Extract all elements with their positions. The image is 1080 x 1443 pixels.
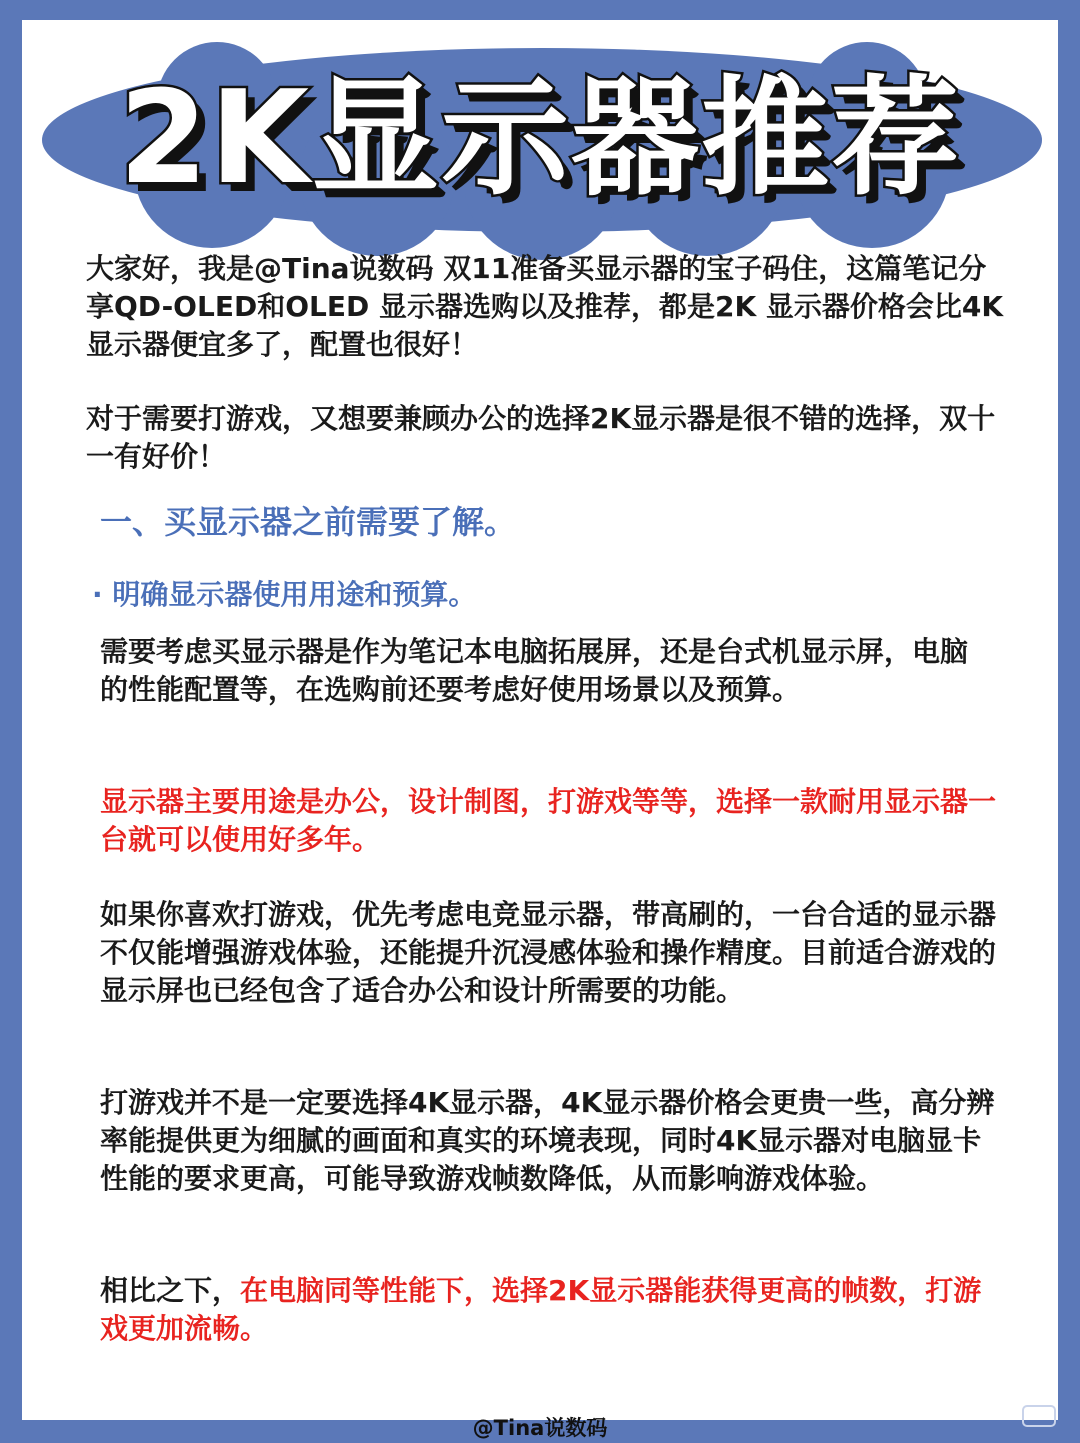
page-title: 2K显示器推荐 bbox=[118, 64, 962, 213]
paragraph-usage-highlight: 显示器主要用途是办公，设计制图，打游戏等等，选择一款耐用显示器一台就可以使用好多年。 bbox=[100, 785, 997, 856]
section-heading: 一、买显示器之前需要了解。 bbox=[100, 503, 517, 541]
paragraph-4k: 打游戏并不是一定要选择4K显示器，4K显示器价格会更贵一些，高分辨率能提供更为细腻的画面和真实的环境表现，同时4K显示器对电脑显卡性能的要求更高，可能导致游戏帧数降低，从而影响游戏体验。 bbox=[100, 1086, 995, 1195]
paragraph-conclusion bbox=[100, 1272, 1000, 1348]
watermark-badge bbox=[1022, 1405, 1056, 1427]
sub-heading: · 明确显示器使用用途和预算。 bbox=[92, 578, 477, 611]
paragraph-gaming: 如果你喜欢打游戏，优先考虑电竞显示器，带高刷的，一台合适的显示器不仅能增强游戏体验，还能提升沉浸感体验和操作精度。目前适合游戏的显示屏也已经包含了适合办公和设计所需要的功能。 bbox=[100, 898, 997, 1007]
conclusion-highlight: 在电脑同等性能下，选择2K显示器能获得更高的帧数，打游戏更加流畅。 bbox=[100, 1274, 982, 1345]
footer-author: @Tina说数码 bbox=[472, 1416, 608, 1440]
intro-paragraph-2: 对于需要打游戏，又想要兼顾办公的选择2K显示器是很不错的选择，双十一有好价！ bbox=[86, 402, 996, 473]
paragraph-usage: 需要考虑买显示器是作为笔记本电脑拓展屏，还是台式机显示屏，电脑的性能配置等，在选购前还要考虑好使用场景以及预算。 bbox=[100, 635, 969, 706]
conclusion-prefix: 相比之下， bbox=[100, 1274, 241, 1307]
intro-paragraph-1: 大家好，我是@Tina说数码 双11准备买显示器的宝子码住，这篇笔记分享QD-OLED和OLED 显示器选购以及推荐，都是2K 显示器价格会比4K显示器便宜多了，配置也很好！ bbox=[86, 252, 1004, 361]
content-card bbox=[22, 20, 1058, 1420]
